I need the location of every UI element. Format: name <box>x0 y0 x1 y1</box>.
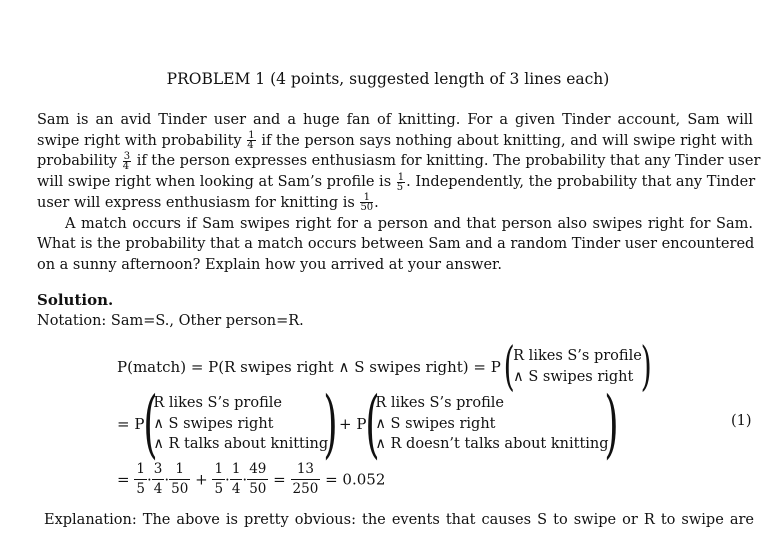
problem-line-3: probability $\frac{3}{4}$ if the person expresses enthusiasm for knitting. The probability that any Tinder user <box>37 150 761 172</box>
problem-line-6: A match occurs if Sam swipes right for a person and that person also swipes right for Sam. <box>65 215 753 232</box>
right-paren: ) <box>640 336 652 397</box>
problem-line-1: Sam is an avid Tinder user and a huge fan of knitting. For a given Tinder account, Sam will <box>37 112 753 128</box>
problem-line-8: on a sunny afternoon? Explain how you arrived at your answer. <box>37 256 502 273</box>
equation-line-3: = $\frac{1}{5}$ · $\frac{3}{4}$ · $\frac{1}{50}$ + $\frac{1}{5}$ · $\frac{1}{4}$ · $\frac{49}{50}$ = $\frac{13}{250}$ = 0.052 <box>117 461 386 497</box>
equation-line-2: = P( R likes S’s profile ∧ S swipes right ∧ R talks about knitting )+ P( R likes S’s profile ∧ S swipes right ∧ R doesn’t talks about knitting ) <box>117 380 619 467</box>
problem-line-4: will swipe right when looking at Sam’s profile is $\frac{1}{5}$ . Independently, the probability that any Tinder <box>37 171 756 193</box>
term-3-4: $\frac{3}{4}$ <box>153 461 163 497</box>
solution-heading: Solution. <box>37 291 114 309</box>
fraction-one-quarter: $\frac{1}{4}$ <box>247 130 255 152</box>
term-1-50: $\frac{1}{50}$ <box>171 461 189 497</box>
equation-line-1: P(match) = P(R swipes right ∧ S swipes right) = P( R likes S’s profile ∧ S swipes right ) <box>117 336 652 397</box>
eq1-condition-stack: R likes S’s profile ∧ S swipes right <box>513 348 642 385</box>
left-paren: ( <box>503 336 515 397</box>
term-1-5-b: $\frac{1}{5}$ <box>214 461 224 497</box>
problem-statement <box>37 110 761 276</box>
term-49-50: $\frac{49}{50}$ <box>249 461 267 497</box>
problem-line-5: user will express enthusiasm for knitting is $\frac{1}{50}$ . <box>37 192 379 214</box>
term-1-4: $\frac{1}{4}$ <box>231 461 241 497</box>
problem-line-2: swipe right with probability $\frac{1}{4}$ if the person says nothing about knitting, and will swipe right with <box>37 130 754 152</box>
result-13-250: $\frac{13}{250}$ <box>292 461 319 497</box>
right-paren: ) <box>603 380 619 467</box>
fraction-three-quarters: $\frac{3}{4}$ <box>122 150 131 172</box>
problem-line-7: What is the probability that a match occurs between Sam and a random Tinder user encountered <box>37 236 755 253</box>
problem-title: PROBLEM 1 (4 points, suggested length of 3 lines each) <box>166 70 610 88</box>
term-1-5: $\frac{1}{5}$ <box>136 461 145 497</box>
eq2-first-stack: R likes S’s profile ∧ S swipes right ∧ R talks about knitting <box>153 395 329 452</box>
left-paren: ( <box>365 380 381 467</box>
left-paren: ( <box>143 380 159 467</box>
notation-line: Notation: Sam=S., Other person=R. <box>37 313 304 329</box>
equation-number: (1) <box>731 413 752 429</box>
explanation-line: Explanation: The above is pretty obvious: the events that causes S to swipe or R to swipe are <box>44 512 754 528</box>
eq2-second-stack: R likes S’s profile ∧ S swipes right ∧ R doesn’t talks about knitting <box>375 395 609 452</box>
right-paren: ) <box>323 380 338 467</box>
fraction-one-fiftieth: $\frac{1}{50}$ <box>360 192 374 214</box>
final-value: = 0.052 <box>325 470 386 489</box>
fraction-one-fifth: $\frac{1}{5}$ <box>396 171 405 193</box>
